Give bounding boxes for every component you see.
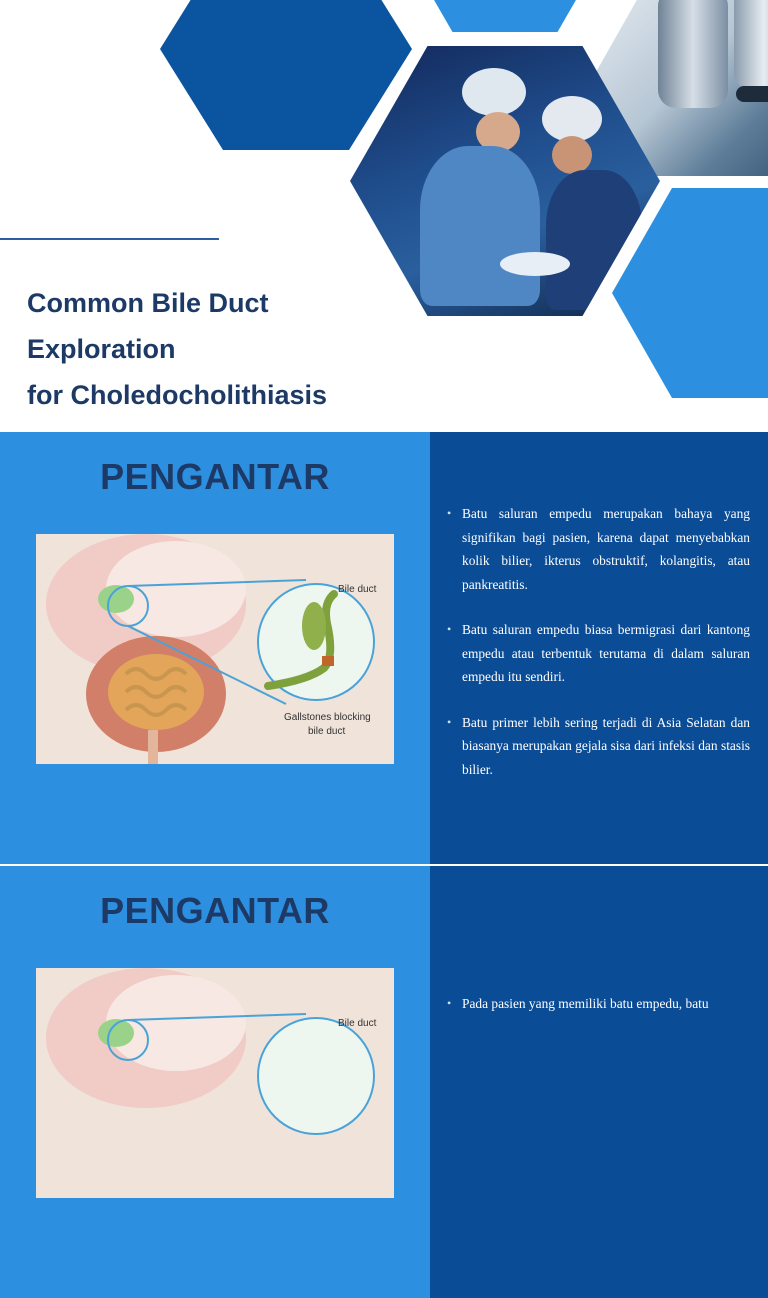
intro-bullet-list bbox=[446, 992, 750, 1038]
bullet-dot-icon: • bbox=[447, 996, 452, 1010]
section-heading: PENGANTAR bbox=[100, 456, 330, 497]
bullet-text: Batu saluran empedu biasa bermigrasi dari kantong empedu atau terbentuk terutama di dalam saluran empedu itu sendiri. bbox=[462, 622, 750, 684]
gallstones-label-line-2: bile duct bbox=[308, 726, 346, 737]
intro-slide-2 bbox=[0, 866, 768, 1298]
list-item bbox=[446, 992, 750, 1016]
list-item bbox=[446, 502, 750, 596]
hexagon-dark-blue bbox=[160, 0, 412, 150]
bullet-text: Batu primer lebih sering terjadi di Asia Selatan dan biasanya merupakan gejala sisa dari infeksi dan stasis bilier. bbox=[462, 714, 750, 777]
bullet-dot-icon: • bbox=[447, 622, 452, 636]
bullet-text: Pada pasien yang memiliki batu empedu, batu bbox=[462, 996, 709, 1011]
bile-duct-label: Bile duct bbox=[338, 1018, 377, 1029]
bile-duct-label: Bile duct bbox=[338, 584, 377, 595]
intro-bullet-list bbox=[446, 502, 750, 803]
slide-title bbox=[27, 280, 427, 418]
title-accent-line bbox=[0, 238, 219, 240]
title-line-2: Exploration bbox=[27, 334, 176, 364]
list-item bbox=[446, 618, 750, 689]
hexagon-light-top bbox=[400, 0, 610, 32]
bile-duct-illustration bbox=[36, 534, 394, 764]
title-line-1: Common Bile Duct bbox=[27, 288, 269, 318]
title-slide bbox=[0, 0, 768, 432]
list-item bbox=[446, 711, 750, 782]
bullet-text: Batu saluran empedu merupakan bahaya yang signifikan bagi pasien, karena dapat menyebabkan kolik bilier, ikterus obstruktif, kolangitis, atau pankreatitis. bbox=[462, 506, 750, 592]
gallstones-label-line-1: Gallstones blocking bbox=[284, 712, 371, 723]
bullet-dot-icon: • bbox=[447, 714, 452, 729]
title-line-3: for Choledocholithiasis bbox=[27, 380, 328, 410]
right-panel bbox=[430, 866, 768, 1298]
bile-duct-illustration bbox=[36, 968, 394, 1198]
section-heading: PENGANTAR bbox=[100, 890, 330, 931]
anatomy-drawing bbox=[36, 968, 394, 1198]
bullet-dot-icon: • bbox=[447, 506, 452, 520]
intro-slide-1 bbox=[0, 432, 768, 864]
